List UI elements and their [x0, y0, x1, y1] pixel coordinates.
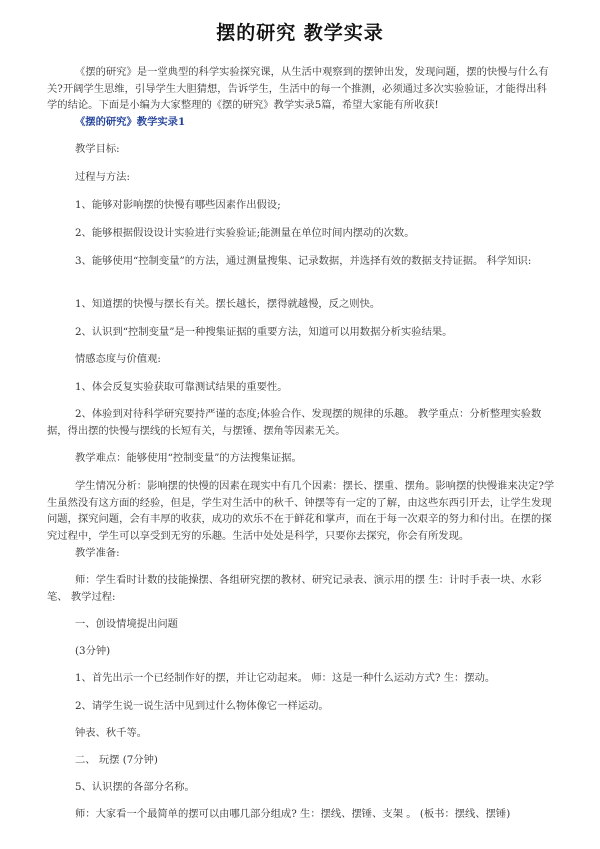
- paragraph-18: 钟表、秋千等。: [75, 727, 148, 739]
- paragraph-10: 教学难点：能够使用“控制变量”的方法搜集证据。: [75, 452, 302, 464]
- paragraph-15: (3分钟): [75, 645, 111, 657]
- paragraph-14: 一、创设情境提出问题: [75, 618, 178, 630]
- paragraph-19: 二、 玩摆 (7分钟): [75, 754, 158, 766]
- intro-paragraph: 《摆的研究》是一堂典型的科学实验探究课，从生活中观察到的摆钟出发，发现问题，摆的快慢与什么有关?开阔学生思维，引导学生大胆猜想，告诉学生，生活中的每一个推测，必须通过多次实验验证，才能得出科学的结论。下面是小编为大家整理的《摆的研究》教学实录5篇，希望大家能有所收获!: [47, 66, 549, 111]
- paragraph-4: 3、能够使用“控制变量”的方法，通过测量搜集、记录数据，并选择有效的数据支持证据。 科学知识:: [75, 255, 532, 267]
- paragraph-13: 师：学生看时计数的技能操摆、各组研究摆的教材、研究记录表、演示用的摆 生：计时手表一块、水彩笔、 教学过程:: [47, 574, 542, 603]
- paragraph-21: 师：大家看一个最简单的摆可以由哪几部分组成? 生：摆线、摆锤、支架 。 (板书：摆线、摆锤): [75, 808, 511, 820]
- paragraph-16: 1、首先出示一个已经制作好的摆，并让它动起来。 师：这是一种什么运动方式? 生：摆动。: [75, 672, 496, 684]
- paragraph-1: 过程与方法:: [75, 171, 130, 183]
- paragraph-17: 2、请学生说一说生活中见到过什么物体像它一样运动。: [75, 700, 329, 712]
- document-title: 摆的研究 教学实录: [216, 22, 384, 44]
- paragraph-11: 学生情况分析：影响摆的快慢的因素在现实中有几个因素：摆长、摆重、摆角。影响摆的快慢谁来决定?学生虽然没有这方面的经验，但是，学生对生活中的秋千、钟摆等有一定的了解，由这些东西引开去，让学生发现问题，探究问题，会有丰厚的收获，成功的欢乐不在于鲜花和掌声，而在于每一次艰辛的努力和付出。在摆的探究过程中，学生可以享受到无穷的乐趣。生活中处处是科学，只要你去探究，你会有所发现。: [47, 480, 555, 542]
- paragraph-5: 1、知道摆的快慢与摆长有关。摆长越长，摆得就越慢，反之则快。: [75, 298, 381, 310]
- section-title: 《摆的研究》教学实录1: [75, 116, 186, 128]
- paragraph-2: 1、能够对影响摆的快慢有哪些因素作出假设;: [75, 199, 281, 211]
- paragraph-7: 情感态度与价值观:: [75, 353, 161, 365]
- paragraph-3: 2、能够根据假设设计实验进行实验验证;能测量在单位时间内摆动的次数。: [75, 227, 415, 239]
- paragraph-20: 5、认识摆的各部分名称。: [75, 781, 195, 793]
- paragraph-9: 2、体验到对待科学研究要持严谨的态度;体验合作、发现摆的规律的乐趣。 教学重点：分析整理实验数据，得出摆的快慢与摆线的长短有关，与摆锤、摆角等因素无关。: [47, 408, 542, 437]
- paragraph-0: 教学目标:: [75, 143, 120, 155]
- paragraph-12: 教学准备:: [75, 547, 120, 559]
- paragraph-6: 2、认识到“控制变量”是一种搜集证据的重要方法，知道可以用数据分析实验结果。: [75, 326, 453, 338]
- paragraph-8: 1、体会反复实验获取可靠测试结果的重要性。: [75, 381, 288, 393]
